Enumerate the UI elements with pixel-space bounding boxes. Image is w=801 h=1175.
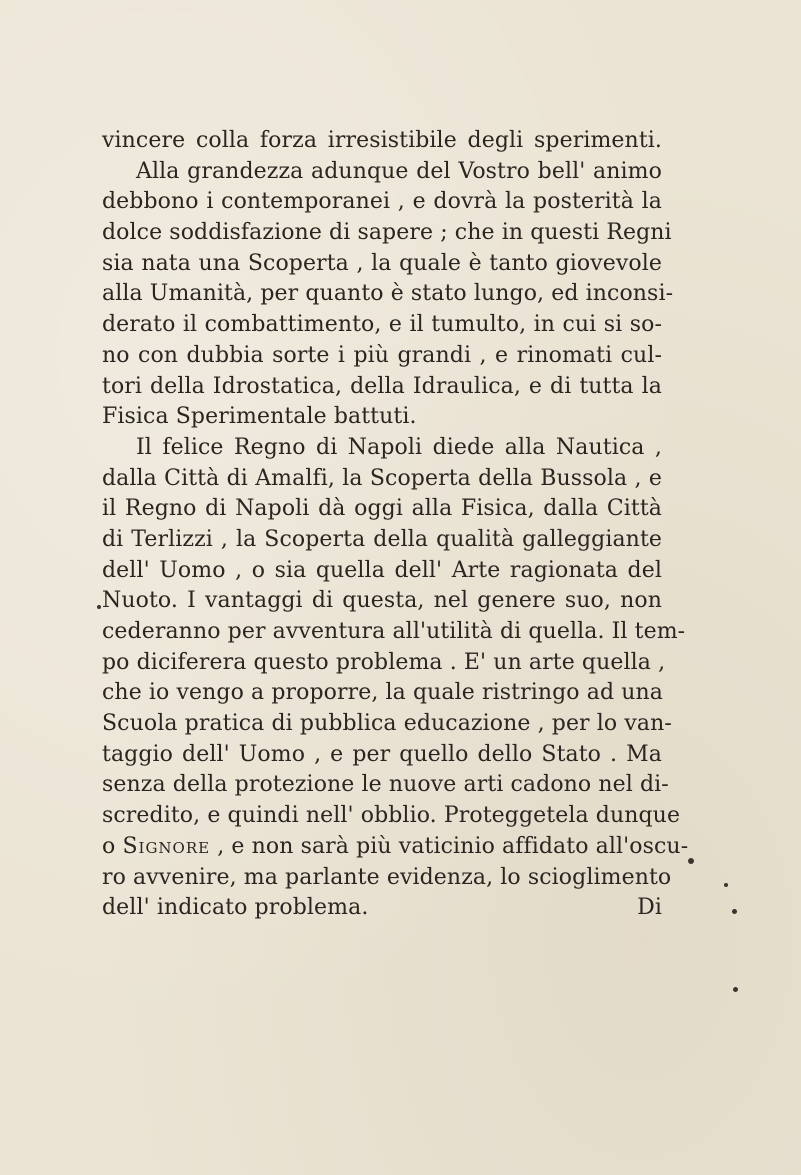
text-line-signore [102, 832, 689, 863]
text-line: alla Umanità, per quanto è stato lungo, ed inconsi- [102, 281, 674, 307]
line-fragment: , e non sarà più vaticinio affidato all'oscu- [210, 833, 689, 859]
text-line: il Regno di Napoli dà oggi alla Fisica, dalla Città [102, 496, 662, 522]
final-line-text: dell' indicato problema. [102, 895, 369, 921]
text-line: senza della protezione le nuove arti cadono nel di- [102, 772, 669, 798]
ink-speck [688, 858, 694, 864]
ink-speck [724, 883, 728, 887]
text-line: ro avvenire, ma parlante evidenza, lo scioglimento [102, 864, 672, 890]
signore-word: Signore [122, 833, 211, 859]
final-line [102, 893, 662, 924]
ink-speck [97, 605, 101, 609]
text-line: scredito, e quindi nell' obblio. Proteggetela dunque [102, 803, 681, 829]
text-line: Scuola pratica di pubblica educazione , per lo van- [102, 711, 672, 737]
text-line: vincere colla forza irresistibile degli sperimenti. [102, 128, 662, 153]
text-line: tori della Idrostatica, della Idraulica, e di tutta la [102, 373, 662, 399]
text-line: po diciferera questo problema . E' un arte quella , [102, 649, 666, 675]
text-line: debbono i contemporanei , e dovrà la posterità la [102, 189, 662, 215]
text-line: Alla grandezza adunque del Vostro bell' animo [136, 158, 662, 184]
text-line: cederanno per avventura all'utilità di quella. Il tem- [102, 619, 686, 644]
ink-speck [733, 987, 738, 992]
line-fragment: o [102, 833, 123, 859]
text-line: Il felice Regno di Napoli diede alla Nautica , [136, 434, 662, 460]
text-line: dell' Uomo , o sia quella dell' Arte ragionata del [102, 557, 662, 583]
text-line: taggio dell' Uomo , e per quello dello Stato . Ma [102, 741, 662, 767]
text-line: no con dubbia sorte i più grandi , e rinomati cul- [102, 342, 662, 368]
text-line: che io vengo a proporre, la quale ristringo ad una [102, 680, 663, 706]
text-line: dolce soddisfazione di sapere ; che in questi Regni [102, 220, 672, 246]
book-page-text [102, 126, 689, 924]
ink-speck [732, 909, 737, 914]
text-line: Nuoto. I vantaggi di questa, nel genere suo, non [102, 588, 662, 614]
text-line: dalla Città di Amalfi, la Scoperta della Bussola , e [102, 465, 662, 491]
text-line: Fisica Sperimentale battuti. [102, 404, 417, 430]
text-line: di Terlizzi , la Scoperta della qualità galleggiante [102, 526, 662, 552]
text-line: sia nata una Scoperta , la quale è tanto giovevole [102, 250, 662, 276]
catchword: Di [637, 895, 662, 921]
text-line: derato il combattimento, e il tumulto, in cui si so- [102, 312, 662, 338]
